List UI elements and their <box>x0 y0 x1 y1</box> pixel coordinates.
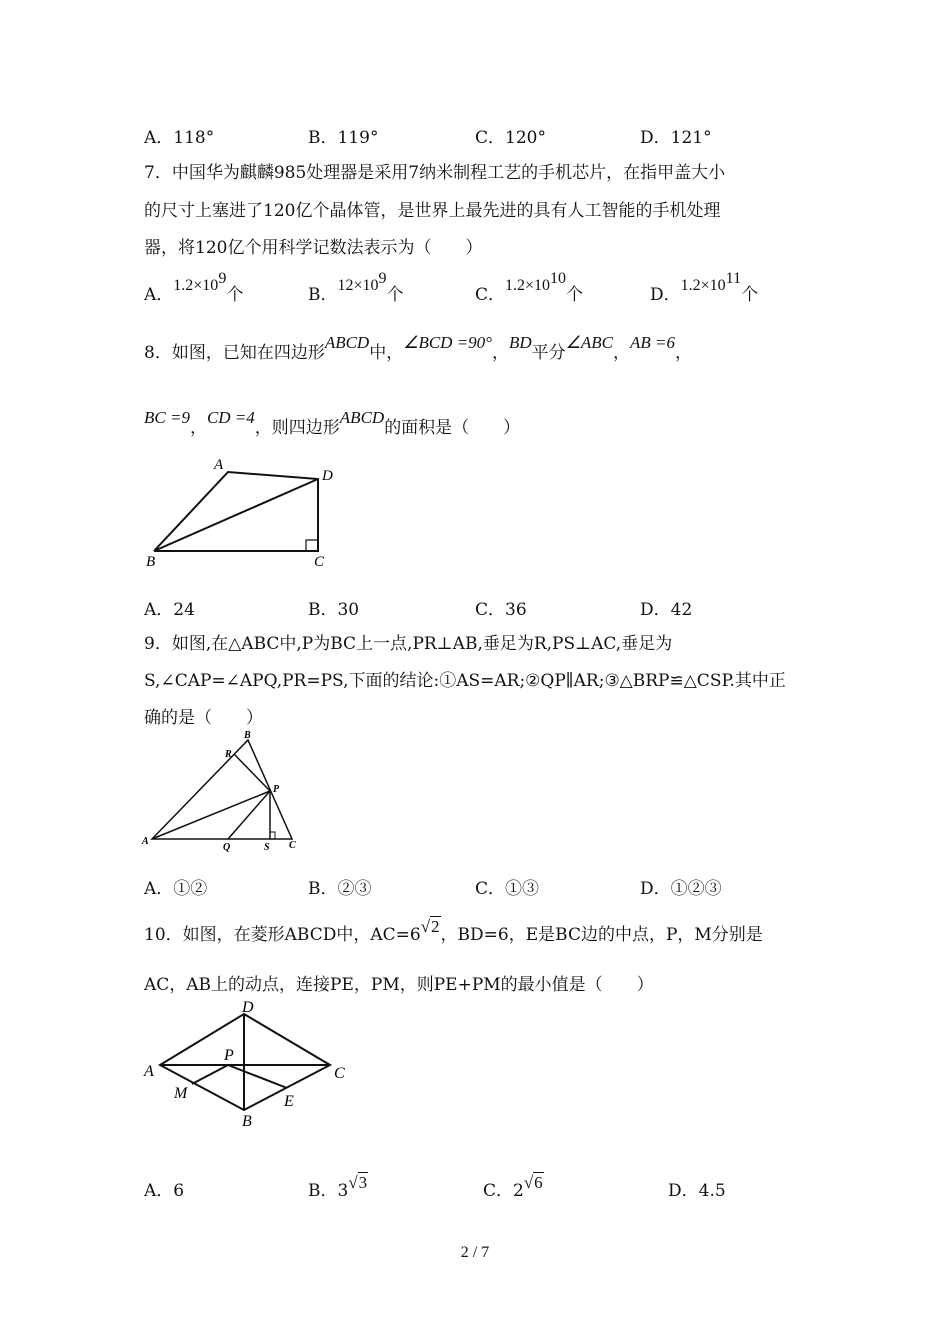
q10-rhombus-figure <box>140 998 355 1133</box>
q8-option-d: D．42 <box>640 600 693 620</box>
q10-option-b: B．3√3 <box>308 1173 368 1201</box>
q9-option-c: C．①③ <box>475 879 540 899</box>
q7-option-b: B．$12\times 10^9$个 <box>308 270 404 305</box>
q9-option-a: A．①② <box>144 879 208 899</box>
q10-label-d: D <box>242 999 254 1016</box>
q7-line-2: 的尺寸上塞进了120亿个晶体管，是世界上最先进的具有人工智能的手机处理 <box>144 201 721 221</box>
q8-line-2: BC =9，CD =4，则四边形ABCD的面积是（ ） <box>144 408 521 438</box>
q8-quadrilateral-figure <box>140 452 350 577</box>
q6-option-b: B．119° <box>308 128 379 148</box>
q9-label-a: A <box>142 836 149 847</box>
q9-label-s: S <box>264 842 270 853</box>
q10-label-c: C <box>334 1065 345 1082</box>
q10-option-d: D．4.5 <box>668 1181 726 1201</box>
q10-label-p: P <box>224 1047 234 1064</box>
q10-line-1: 10．如图，在菱形ABCD中，AC=6√2，BD=6，E是BC边的中点，P，M分别是 <box>144 917 763 945</box>
q10-label-e: E <box>284 1093 294 1110</box>
q7-line-3: 器，将120亿个用科学记数法表示为（ ） <box>144 238 483 258</box>
q6-option-c: C．120° <box>475 128 546 148</box>
q8-label-c: C <box>314 554 325 570</box>
q9-line-1: 9．如图,在△ABC中,P为BC上一点,PR⊥AB,垂足为R,PS⊥AC,垂足为 <box>144 634 673 654</box>
q9-line-2: S,∠CAP=∠APQ,PR=PS,下面的结论:①AS=AR;②QP∥AR;③△BRP≌△CSP.其中正 <box>144 671 786 691</box>
q6-option-d: D．121° <box>640 128 712 148</box>
q9-option-d: D．①②③ <box>640 879 722 899</box>
q10-label-a: A <box>144 1063 154 1080</box>
q9-line-3: 确的是（ ） <box>144 708 263 728</box>
q9-label-b: B <box>244 730 251 741</box>
q8-line-1: 8．如图，已知在四边形ABCD中，∠BCD =90°，BD平分∠ABC，AB =6， <box>144 333 693 363</box>
page-number: 2 / 7 <box>460 1244 490 1261</box>
q9-triangle-figure <box>138 728 308 854</box>
q9-label-c: C <box>289 840 296 851</box>
q9-label-p: P <box>273 784 280 795</box>
q8-label-a: A <box>214 457 224 473</box>
q7-line-1: 7．中国华为麒麟985处理器是采用7纳米制程工艺的手机芯片，在指甲盖大小 <box>144 163 726 183</box>
q8-label-d: D <box>322 468 333 484</box>
q7-option-a: A．$1.2\times 10^9$个 <box>144 270 244 305</box>
q6-option-a: A．118° <box>144 128 215 148</box>
q10-option-c: C．2√6 <box>483 1173 543 1201</box>
q10-option-a: A．6 <box>144 1181 185 1201</box>
q10-label-b: B <box>242 1113 252 1130</box>
q9-label-r: R <box>225 749 232 760</box>
q8-option-c: C．36 <box>475 600 527 620</box>
q9-option-b: B．②③ <box>308 879 372 899</box>
q8-option-a: A．24 <box>144 600 195 620</box>
q8-label-b: B <box>146 554 156 570</box>
q7-option-c: C．$1.2\times 10^{10}$个 <box>475 270 584 305</box>
q8-option-b: B．30 <box>308 600 360 620</box>
q10-label-m: M <box>174 1085 188 1102</box>
q10-line-2: AC，AB上的动点，连接PE，PM，则PE+PM的最小值是（ ） <box>144 975 654 995</box>
q9-label-q: Q <box>223 842 231 853</box>
q7-option-d: D．$1.2\times 10^{11}$个 <box>650 270 759 305</box>
